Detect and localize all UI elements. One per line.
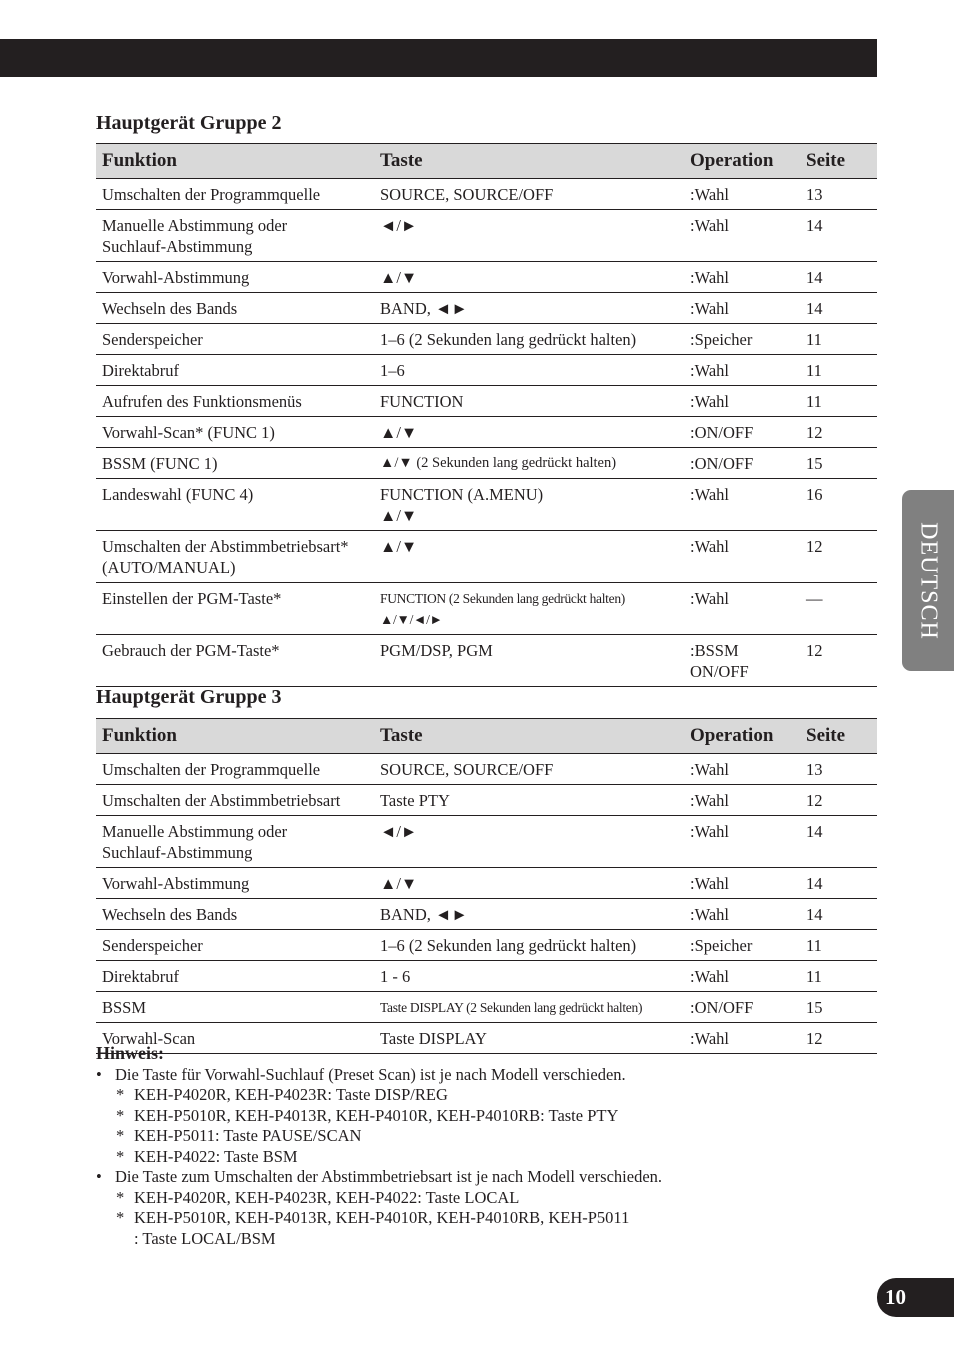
cell-funktion <box>96 635 374 687</box>
cell-operation <box>684 417 800 448</box>
cell-line: ▲/▼/◄/► <box>380 612 443 627</box>
header-seite: Seite <box>800 719 877 754</box>
note-sub-item <box>96 1188 886 1209</box>
cell-operation <box>684 899 800 930</box>
cell-line: :Wahl <box>690 185 729 204</box>
note-section <box>96 1043 886 1249</box>
table-row <box>96 210 877 262</box>
note-bullet <box>96 1065 886 1086</box>
cell-seite: 12 <box>800 635 877 687</box>
cell-line: ◄/► <box>380 822 418 841</box>
cell-line: BAND, ◄► <box>380 299 468 318</box>
cell-seite: 16 <box>800 479 877 531</box>
table-header-row <box>96 144 877 179</box>
table-group-3 <box>96 718 877 1054</box>
header-operation: Operation <box>684 719 800 754</box>
cell-line: :Wahl <box>690 791 729 810</box>
note-sub-item <box>96 1147 886 1168</box>
cell-seite: 12 <box>800 531 877 583</box>
cell-line: :Wahl <box>690 967 729 986</box>
cell-line: :ON/OFF <box>690 423 754 442</box>
cell-operation <box>684 293 800 324</box>
cell-line: BSSM (FUNC 1) <box>102 454 218 473</box>
cell-line: 1–6 (2 Sekunden lang gedrückt halten) <box>380 330 637 349</box>
cell-line: Taste DISPLAY (2 Sekunden lang gedrückt halten) <box>380 1000 643 1015</box>
sub-text: KEH-P4022: Taste BSM <box>134 1146 298 1166</box>
cell-taste <box>374 583 684 635</box>
note-title: Hinweis: <box>96 1043 165 1063</box>
cell-operation <box>684 531 800 583</box>
table-row <box>96 899 877 930</box>
cell-line: 1–6 (2 Sekunden lang gedrückt halten) <box>380 936 637 955</box>
cell-funktion <box>96 210 374 262</box>
cell-line: FUNCTION (A.MENU) <box>380 485 544 504</box>
note-sub-item <box>96 1208 886 1229</box>
note-list <box>96 1065 886 1250</box>
cell-line: :Wahl <box>690 216 729 235</box>
table-row <box>96 355 877 386</box>
cell-line: :Wahl <box>690 268 729 287</box>
cell-operation <box>684 961 800 992</box>
cell-line: ◄/► <box>380 216 418 235</box>
header-seite: Seite <box>800 144 877 179</box>
cell-seite: 12 <box>800 417 877 448</box>
cell-line: Vorwahl-Abstimmung <box>102 268 250 287</box>
cell-operation <box>684 930 800 961</box>
language-side-tab <box>902 490 954 671</box>
table-row <box>96 179 877 210</box>
header-taste: Taste <box>374 144 684 179</box>
bullet-text: Die Taste für Vorwahl-Suchlauf (Preset Scan) ist je nach Modell verschieden. <box>115 1064 626 1084</box>
sub-mark: * <box>116 1085 125 1104</box>
cell-operation <box>684 355 800 386</box>
sub-text: KEH-P5010R, KEH-P4013R, KEH-P4010R, KEH-P4010RB, KEH-P5011 <box>134 1208 630 1227</box>
language-label: DEUTSCH <box>915 521 942 640</box>
cell-funktion <box>96 417 374 448</box>
cell-seite: 11 <box>800 961 877 992</box>
cell-seite: 11 <box>800 355 877 386</box>
cell-taste <box>374 899 684 930</box>
cell-taste <box>374 293 684 324</box>
cell-line: Umschalten der Programmquelle <box>102 760 321 779</box>
section-title-group-2: Hauptgerät Gruppe 2 <box>96 112 282 134</box>
cell-taste <box>374 355 684 386</box>
cell-line: Manuelle Abstimmung oder <box>102 216 288 235</box>
cell-line: Wechseln des Bands <box>102 299 238 318</box>
cell-line: :Wahl <box>690 299 729 318</box>
header-operation: Operation <box>684 144 800 179</box>
cell-funktion <box>96 899 374 930</box>
cell-taste <box>374 992 684 1023</box>
cell-taste <box>374 754 684 785</box>
cell-funktion <box>96 583 374 635</box>
cell-operation <box>684 583 800 635</box>
table-header-row <box>96 719 877 754</box>
cell-funktion <box>96 754 374 785</box>
table-row <box>96 930 877 961</box>
cell-funktion <box>96 479 374 531</box>
cell-taste <box>374 930 684 961</box>
cell-line: :ON/OFF <box>690 998 754 1017</box>
table-row <box>96 754 877 785</box>
table-row <box>96 479 877 531</box>
cell-funktion <box>96 355 374 386</box>
cell-funktion <box>96 961 374 992</box>
cell-operation <box>684 868 800 899</box>
cell-seite: 14 <box>800 210 877 262</box>
cell-line: Umschalten der Abstimmbetriebsart <box>102 791 341 810</box>
header-taste: Taste <box>374 719 684 754</box>
table-row <box>96 785 877 816</box>
cell-taste <box>374 210 684 262</box>
cell-taste <box>374 448 684 479</box>
cell-line: Gebrauch der PGM-Taste* <box>102 641 280 660</box>
cell-line: Einstellen der PGM-Taste* <box>102 589 282 608</box>
sub-mark: * <box>116 1146 125 1166</box>
table-row <box>96 417 877 448</box>
header-funktion: Funktion <box>96 144 374 179</box>
cell-line: Senderspeicher <box>102 936 203 955</box>
cell-taste <box>374 262 684 293</box>
cell-taste <box>374 816 684 868</box>
cell-line: 1–6 <box>380 361 405 380</box>
cell-seite: 14 <box>800 899 877 930</box>
cell-line: Landeswahl (FUNC 4) <box>102 485 254 504</box>
cell-line: BAND, ◄► <box>380 905 468 924</box>
cell-taste <box>374 785 684 816</box>
table-row <box>96 816 877 868</box>
cell-line: Vorwahl-Scan* (FUNC 1) <box>102 423 275 442</box>
note-sub-item <box>96 1085 886 1106</box>
cell-seite: 13 <box>800 754 877 785</box>
cell-line: Umschalten der Abstimmbetriebsart* <box>102 537 349 556</box>
cell-seite: 11 <box>800 324 877 355</box>
cell-line: ▲/▼ <box>380 423 418 442</box>
cell-line: :Wahl <box>690 537 729 556</box>
cell-operation <box>684 479 800 531</box>
cell-line: ▲/▼ <box>380 506 418 525</box>
cell-line: :Wahl <box>690 1029 729 1048</box>
cell-funktion <box>96 293 374 324</box>
table-row <box>96 448 877 479</box>
cell-funktion <box>96 930 374 961</box>
cell-operation <box>684 324 800 355</box>
cell-operation <box>684 386 800 417</box>
cell-line: SOURCE, SOURCE/OFF <box>380 760 554 779</box>
cell-line: :Wahl <box>690 392 729 411</box>
cell-line: Aufrufen des Funktionsmenüs <box>102 392 302 411</box>
cell-line: Suchlauf-Abstimmung <box>102 843 253 862</box>
cell-operation <box>684 635 800 687</box>
sub-text: KEH-P5010R, KEH-P4013R, KEH-P4010R, KEH-P4010RB: Taste PTY <box>134 1105 619 1125</box>
cell-funktion <box>96 992 374 1023</box>
cell-operation <box>684 785 800 816</box>
table-row <box>96 961 877 992</box>
sub-mark: * <box>116 1187 125 1207</box>
cell-operation <box>684 210 800 262</box>
cell-line: :Speicher <box>690 330 753 349</box>
cell-line: Direktabruf <box>102 967 179 986</box>
cell-taste <box>374 531 684 583</box>
sub-text: KEH-P4020R, KEH-P4023R: Taste DISP/REG <box>134 1085 448 1104</box>
cell-operation <box>684 262 800 293</box>
cell-funktion <box>96 262 374 293</box>
cell-line: (AUTO/MANUAL) <box>102 558 236 577</box>
bullet-mark: • <box>96 1064 102 1084</box>
cell-line: Wechseln des Bands <box>102 905 238 924</box>
cell-line: Direktabruf <box>102 361 179 380</box>
table-row <box>96 386 877 417</box>
cell-operation <box>684 992 800 1023</box>
cell-line: Senderspeicher <box>102 330 203 349</box>
cell-line: :Wahl <box>690 822 729 841</box>
header-bar <box>0 39 877 77</box>
cell-line: Umschalten der Programmquelle <box>102 185 321 204</box>
cell-line: ▲/▼ <box>380 874 418 893</box>
cell-line: :BSSM <box>690 641 739 660</box>
cell-operation <box>684 754 800 785</box>
header-funktion: Funktion <box>96 719 374 754</box>
cell-line: Manuelle Abstimmung oder <box>102 822 288 841</box>
sub-text: KEH-P4020R, KEH-P4023R, KEH-P4022: Taste LOCAL <box>134 1187 520 1207</box>
cell-line: ▲/▼ (2 Sekunden lang gedrückt halten) <box>380 455 617 471</box>
table-row <box>96 992 877 1023</box>
cell-line: SOURCE, SOURCE/OFF <box>380 185 554 204</box>
table-row <box>96 262 877 293</box>
cell-seite: 15 <box>800 448 877 479</box>
cell-line: :Speicher <box>690 936 753 955</box>
cell-seite: 13 <box>800 179 877 210</box>
cell-funktion <box>96 386 374 417</box>
cell-taste <box>374 635 684 687</box>
cell-line: ON/OFF <box>690 662 749 681</box>
cell-line: :Wahl <box>690 874 729 893</box>
cell-line: Vorwahl-Scan <box>102 1029 196 1048</box>
cell-seite: 14 <box>800 293 877 324</box>
note-bullet <box>96 1167 886 1188</box>
table-row <box>96 293 877 324</box>
table-row <box>96 868 877 899</box>
cell-funktion <box>96 785 374 816</box>
cell-line: :Wahl <box>690 589 729 608</box>
cell-taste <box>374 961 684 992</box>
cell-seite: 14 <box>800 868 877 899</box>
cell-taste <box>374 479 684 531</box>
cell-seite: 14 <box>800 816 877 868</box>
cell-funktion <box>96 868 374 899</box>
cell-seite: 14 <box>800 262 877 293</box>
cell-operation <box>684 179 800 210</box>
cell-taste <box>374 324 684 355</box>
bullet-text: Die Taste zum Umschalten der Abstimmbetriebsart ist je nach Modell verschieden. <box>115 1167 663 1186</box>
cell-funktion <box>96 448 374 479</box>
cell-line: Taste DISPLAY <box>380 1029 487 1048</box>
cell-line: BSSM <box>102 998 147 1017</box>
cell-line: Suchlauf-Abstimmung <box>102 237 253 256</box>
cell-line: ▲/▼ <box>380 268 418 287</box>
cell-line: Vorwahl-Abstimmung <box>102 874 250 893</box>
cell-line: :Wahl <box>690 905 729 924</box>
cell-line: 1 - 6 <box>380 967 411 986</box>
cell-seite: 12 <box>800 785 877 816</box>
cell-taste <box>374 179 684 210</box>
cell-seite: 15 <box>800 992 877 1023</box>
cell-line: Taste PTY <box>380 791 450 810</box>
cell-seite: 11 <box>800 930 877 961</box>
cell-line: PGM/DSP, PGM <box>380 641 493 660</box>
note-sub-item <box>96 1126 886 1147</box>
cell-line: FUNCTION (2 Sekunden lang gedrückt halten) <box>380 591 625 606</box>
cell-line: :Wahl <box>690 361 729 380</box>
bullet-mark: • <box>96 1167 102 1186</box>
cell-funktion <box>96 816 374 868</box>
page-number: 10 <box>877 1278 954 1317</box>
table-row <box>96 324 877 355</box>
cell-line: :ON/OFF <box>690 454 754 473</box>
section-title-group-3: Hauptgerät Gruppe 3 <box>96 686 282 708</box>
cell-seite: — <box>800 583 877 635</box>
cell-line: :Wahl <box>690 760 729 779</box>
cell-line: ▲/▼ <box>380 537 418 556</box>
sub-mark: * <box>116 1208 125 1227</box>
table-row <box>96 531 877 583</box>
cell-taste <box>374 386 684 417</box>
table-row <box>96 583 877 635</box>
cell-operation <box>684 816 800 868</box>
cell-taste <box>374 417 684 448</box>
cell-funktion <box>96 531 374 583</box>
cell-seite: 12 <box>800 1023 877 1054</box>
cell-operation <box>684 448 800 479</box>
sub-mark: * <box>116 1126 125 1145</box>
note-sub-item <box>96 1106 886 1127</box>
cell-funktion <box>96 324 374 355</box>
cell-line: :Wahl <box>690 485 729 504</box>
cell-line: FUNCTION <box>380 392 464 411</box>
table-group-2 <box>96 143 877 687</box>
cell-funktion <box>96 179 374 210</box>
sub-continuation: : Taste LOCAL/BSM <box>134 1228 276 1248</box>
table-row <box>96 635 877 687</box>
sub-mark: * <box>116 1105 125 1125</box>
cell-taste <box>374 868 684 899</box>
cell-seite: 11 <box>800 386 877 417</box>
sub-text: KEH-P5011: Taste PAUSE/SCAN <box>134 1126 362 1145</box>
